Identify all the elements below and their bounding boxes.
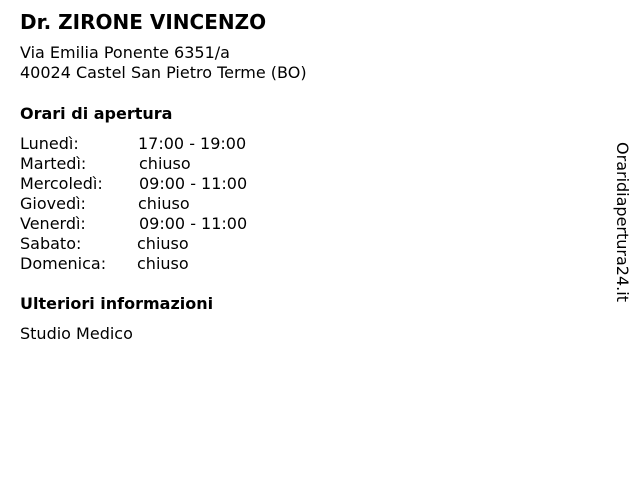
day-label: Lunedì: <box>20 134 79 153</box>
time-value: chiuso <box>137 234 189 253</box>
page-title: Dr. ZIRONE VINCENZO <box>20 10 267 34</box>
day-label: Venerdì: <box>20 214 86 233</box>
site-watermark: Oraridiapertura24.it <box>613 142 632 302</box>
more-info-heading: Ulteriori informazioni <box>20 294 214 313</box>
time-value: chiuso <box>139 154 191 173</box>
day-label: Martedì: <box>20 154 87 173</box>
time-value: 09:00 - 11:00 <box>139 174 248 193</box>
day-label: Domenica: <box>20 254 107 273</box>
day-label: Sabato: <box>20 234 82 253</box>
address-city: 40024 Castel San Pietro Terme (BO) <box>20 63 307 82</box>
day-label: Giovedì: <box>20 194 86 213</box>
address <box>20 43 307 83</box>
address-street: Via Emilia Ponente 6351/a <box>20 43 230 62</box>
time-value: chiuso <box>138 194 190 213</box>
opening-hours-heading: Orari di apertura <box>20 104 173 123</box>
more-info-text: Studio Medico <box>20 324 133 343</box>
day-label: Mercoledì: <box>20 174 103 193</box>
time-value: 17:00 - 19:00 <box>138 134 247 153</box>
time-value: 09:00 - 11:00 <box>139 214 248 233</box>
time-value: chiuso <box>137 254 189 273</box>
